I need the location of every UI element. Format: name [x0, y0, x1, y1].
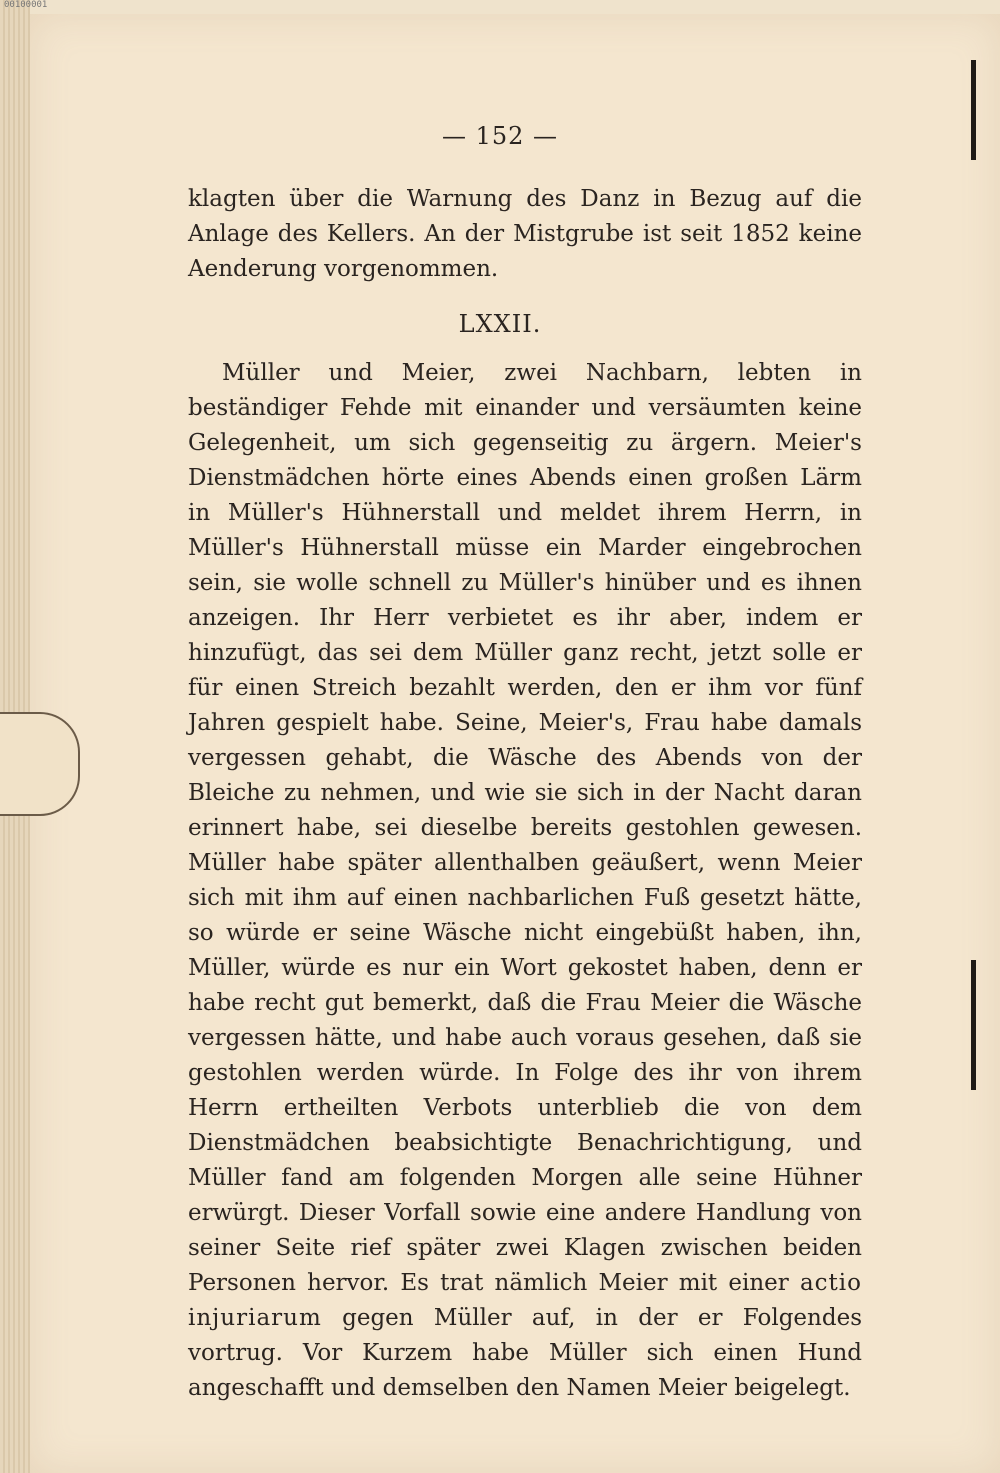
page-number-header: — 152 —	[441, 122, 559, 150]
latin-phrase: actio injuriarum	[188, 1270, 862, 1331]
paragraph-text-part1: Müller und Meier, zwei Nachbarn, lebten in beständiger Fehde mit einander und versäumten keine Gelegenheit, um sich gegenseitig zu ärgern. Meier's Dienstmädchen hörte eines Abends einen großen Lärm in Müller's Hühnerstall und meldet ihrem Herrn, in Müller's Hühnerstall müsse ein Marder eingebrochen sein, sie wolle schnell zu Müller's hinüber und es ihnen anzeigen. Ihr Herr verbietet es ihr aber, indem er hinzufügt, das sei dem Müller ganz recht, jetzt solle er für einen Streich bezahlt werden, den er ihm vor fünf Jahren gespielt habe. Seine, Meier's, Frau habe damals vergessen gehabt, die Wäsche des Abends von der Bleiche zu nehmen, und wie sie sich in der Nacht daran erinnert habe, sei dieselbe bereits gestohlen gewesen. Müller habe später allenthalben geäußert, wenn Meier sich mit ihm auf einen nachbarlichen Fuß gesetzt hätte, so würde er seine Wäsche nicht eingebüßt haben, ihn, Müller, würde es nur ein Wort gekostet haben, denn er habe recht gut bemerkt, daß die Frau Meier die Wäsche vergessen hätte, und habe auch voraus gesehen, daß sie gestohlen werden würde. In Folge des ihr von ihrem Herrn ertheilten Verbots unterblieb die von dem Dienstmädchen beabsichtigte Benachrichtigung, und Müller fand am folgenden Morgen alle seine Hühner erwürgt. Dieser Vorfall sowie eine andere Handlung von seiner Seite rief später zwei Klagen zwischen beiden Personen hervor. Es trat nämlich Meier mit einer	[188, 360, 862, 1296]
main-paragraph	[188, 356, 862, 1406]
right-edge-bar-bottom	[971, 960, 976, 1090]
continuation-text: klagten über die Warnung des Danz in Bezug auf die Anlage des Kellers. An der Mistgrube ist seit 1852 keine Aenderung vorgenommen.	[188, 186, 862, 282]
main-paragraph-text	[188, 356, 862, 1406]
paragraph-text-part2: gegen Müller auf, in der er Folgendes vortrug. Vor Kurzem habe Müller sich einen Hund angeschafft und demselben den Namen Meier beigelegt.	[188, 1305, 862, 1401]
page-tab-marker	[0, 712, 80, 816]
section-heading: LXXII.	[458, 310, 542, 338]
continuation-paragraph	[188, 182, 862, 287]
catalog-mark: 00100001	[4, 0, 48, 10]
